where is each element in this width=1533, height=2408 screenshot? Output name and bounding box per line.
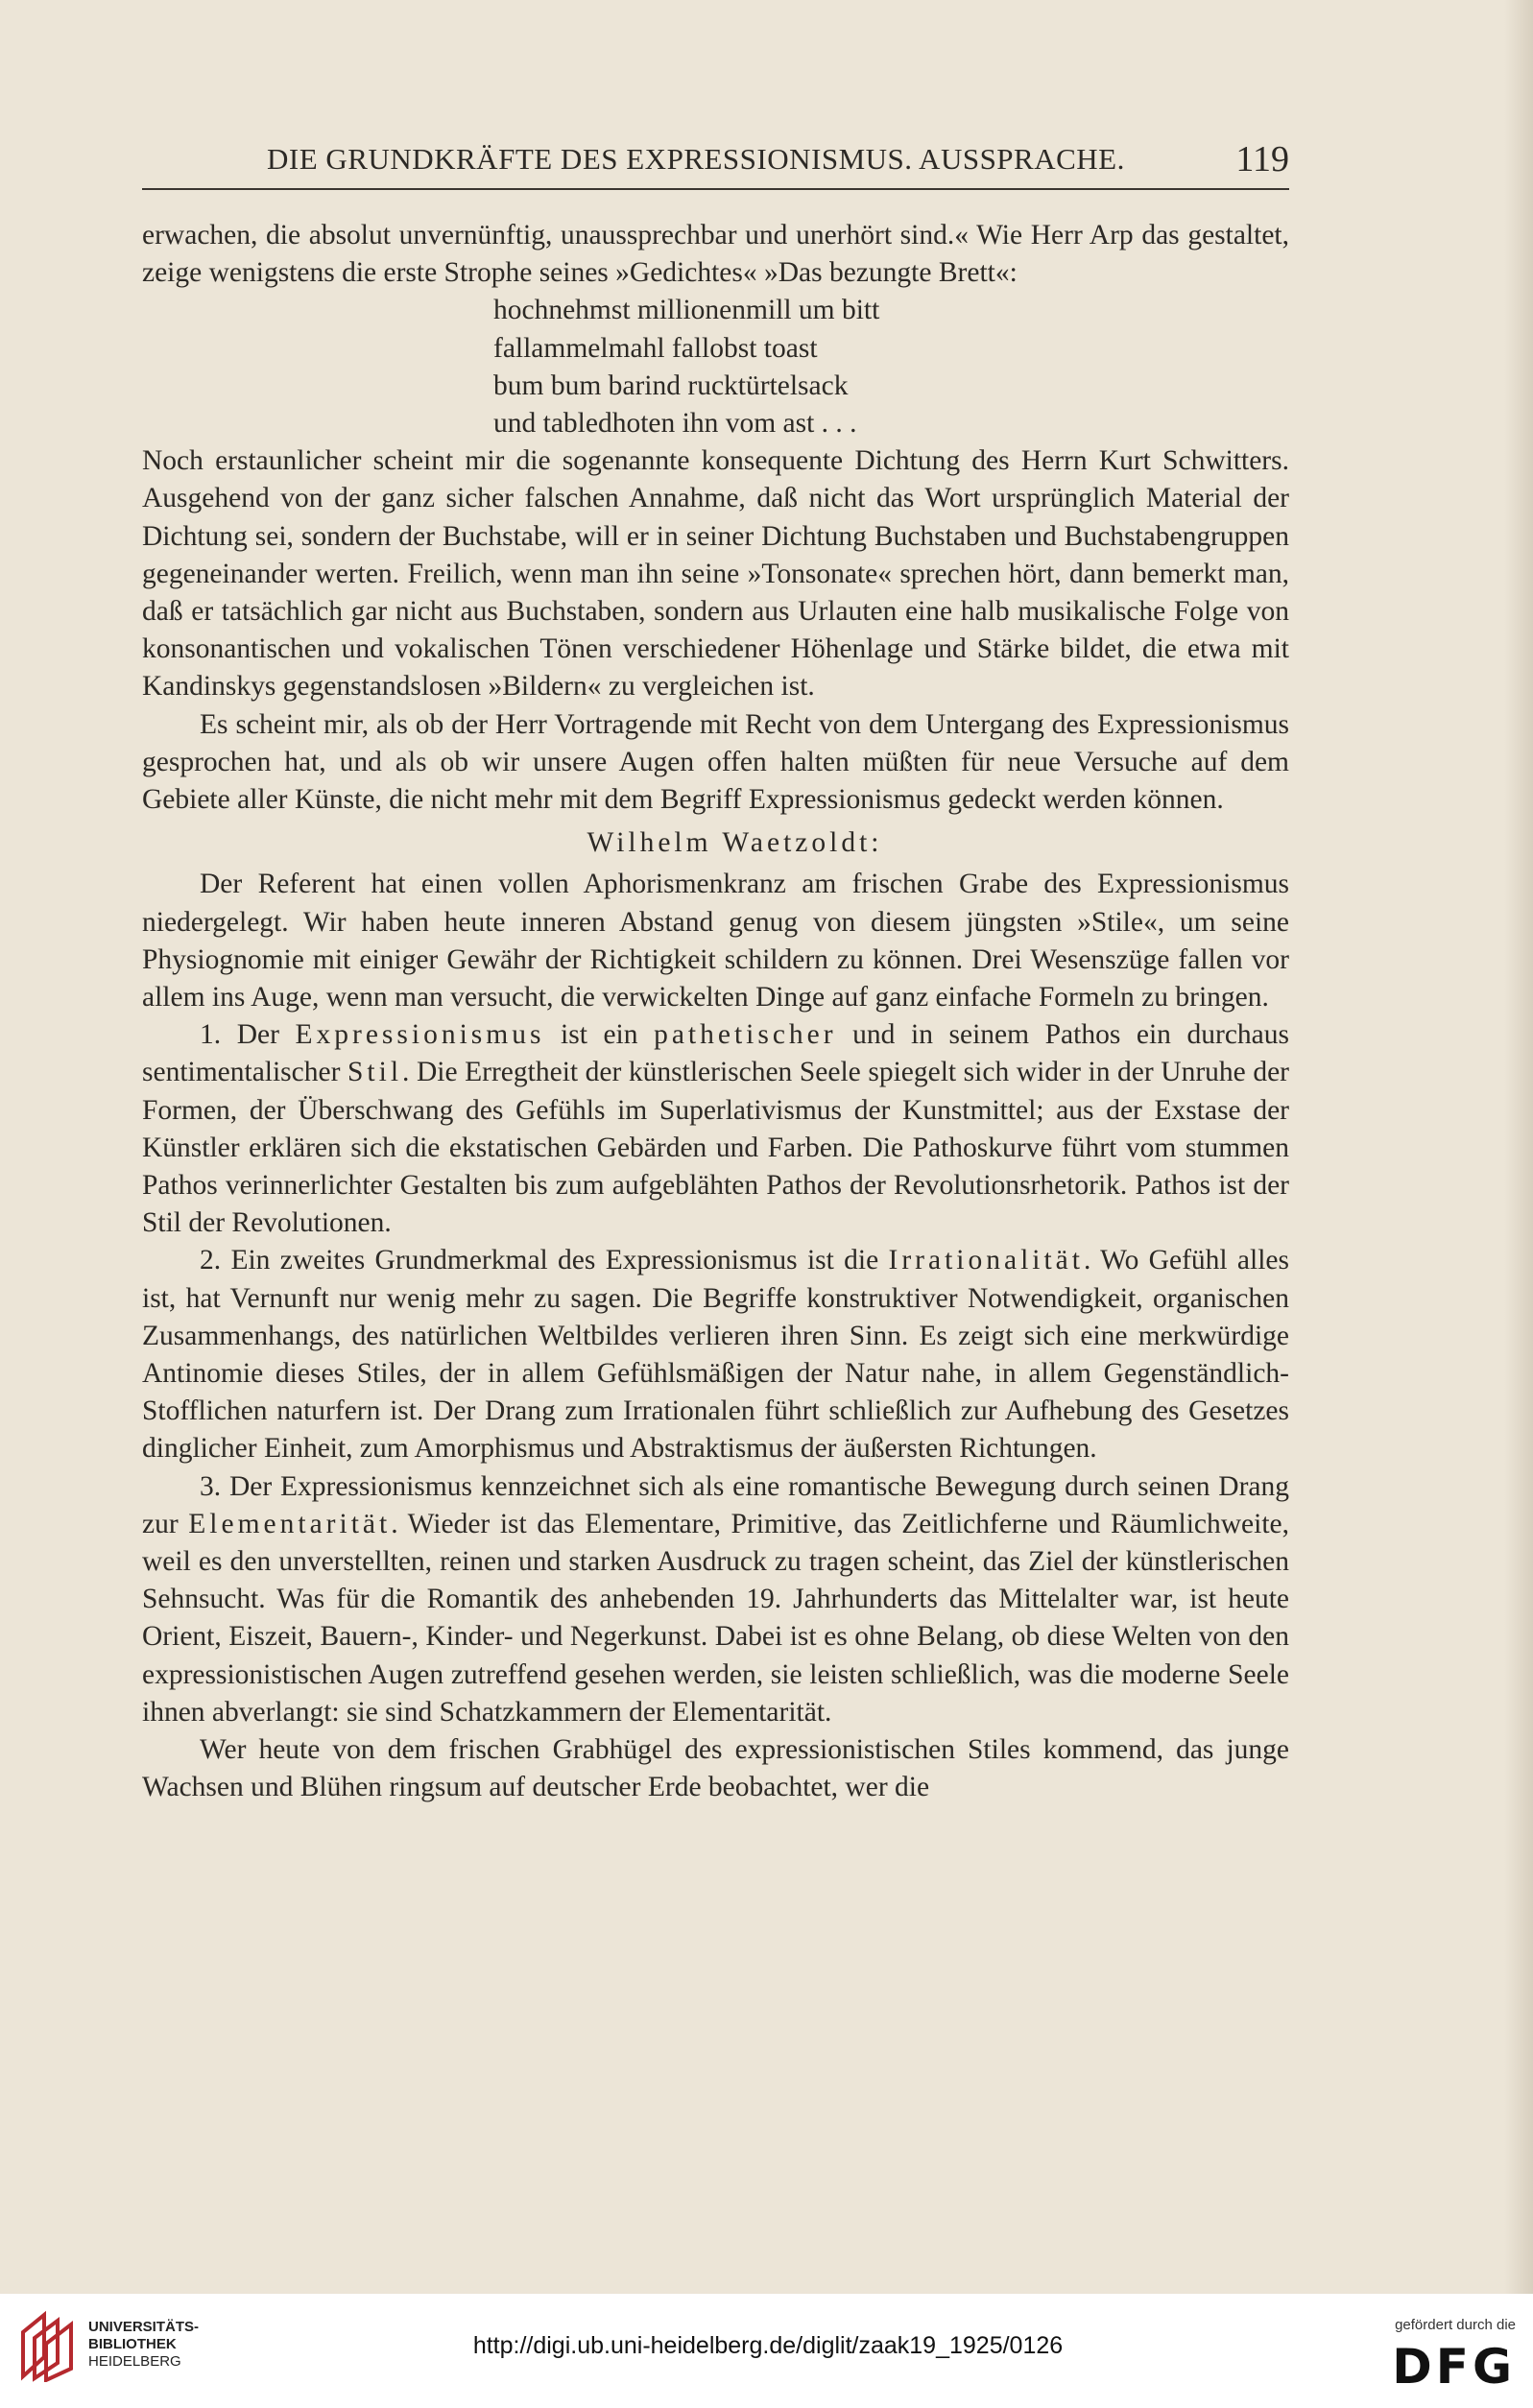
spaced-emphasis: Irrationalität [888,1245,1084,1276]
paragraph: Wer heute von dem frischen Grabhügel des expressionistischen Stiles kommend, das junge Wachsen und Blühen ringsum auf deutscher Erde beobachtet, wer die [142,1734,1289,1803]
paragraph: Noch erstaunlicher scheint mir die sogenannte konsequente Dichtung des Herrn Kurt Schwitters. Ausgehend von der ganz sicher falschen Annahme, daß nicht das Wort ursprünglich Material der Dichtung sei, sondern der Buchstabe, will er in seiner Dichtung Buchstaben und Buchstabengruppen gegeneinander werten. Freilich, wenn man ihn seine »Tonsonate« sprechen hört, dann bemerkt man, daß er tatsächlich gar nicht aus Buchstaben, sondern aus Urlauten eine halb musikalische Folge von konsonantischen und vokalischen Tönen verschiedener Höhenlage und Stärke bildet, die etwa mit Kandinskys gegenstandslosen »Bildern« zu vergleichen ist. [142,445,1289,703]
library-logo-icon [17,2309,77,2382]
dfg-logo: DFG [1392,2339,1516,2395]
text-run: . Die Erregtheit der künstlerischen Seele spiegelt sich wider in der Unruhe der Formen, der Überschwang des Gefühls im Superlativismus der Kunstmittel; aus der Exstase der Künstler erklären sich die ekstatischen Gebärden und Farben. Die Pathoskurve führt vom stummen Pathos verinnerlichter Gestalten bis zum aufgeblähten Pathos der Revolutionsrhetorik. Pathos ist der Stil der Revolutionen. [142,1057,1289,1239]
paragraph: Es scheint mir, als ob der Herr Vortragende mit Recht von dem Untergang des Expressionismus gesprochen hat, und als ob wir unsere Augen offen halten müßten für neue Versuche auf dem Gebiete aller Künste, die nicht mehr mit dem Begriff Expressionismus gedeckt werden können. [142,708,1289,815]
spaced-emphasis: Elementarität [188,1508,392,1539]
speaker-heading: Wilhelm Waetzoldt: [587,827,883,859]
text-run: 2. Ein zweites Grundmerkmal des Expressionismus ist die [200,1245,889,1276]
paragraph-point-3 [142,1468,1289,1731]
text-run: ist ein [544,1019,655,1051]
citation-url[interactable]: http://digi.ub.uni-heidelberg.de/diglit/zaak19_1925/0126 [472,2332,1064,2359]
running-header [142,134,1289,190]
paragraph: erwachen, die absolut unvernünftig, unaussprechbar und unerhört sind.« Wie Herr Arp das gestaltet, zeige wenigstens die erste Strophe seines »Gedichtes« »Das bezungte Brett«: [142,220,1289,289]
text-run: . Wo Gefühl alles ist, hat Vernunft nur wenig mehr zu sagen. Die Begriffe konstruktiver Notwendigkeit, organischen Zusammenhangs, des natürlichen Weltbildes verlieren ihren Sinn. Es zeigt sich eine merkwürdige Antinomie dieses Stiles, der in allem Gefühlsmäßigen der Natur nahe, in allem Gegenständlich-Stofflichen naturfern ist. Der Drang zum Irrationalen führt schließlich zur Aufhebung des Gesetzes dinglicher Einheit, zum Amorphismus und Abstraktismus der äußersten Richtungen. [142,1245,1289,1465]
library-name-line: UNIVERSITÄTS- [88,2319,200,2335]
body-text [142,217,1289,1806]
paragraph-point-1 [142,1016,1289,1242]
funded-by-label: gefördert durch die [1395,2317,1516,2333]
spaced-emphasis: Expressionismus [295,1019,545,1051]
poem-line: bum bum barind rucktürtelsack [493,370,849,401]
poem-line: fallammelmahl fallobst toast [493,332,818,364]
library-name-line: HEIDELBERG [88,2353,181,2370]
text-run: 3. Der Expressionismus kennzeichnet sich als eine romantische Bewegung durch seinen Drang zur [142,1470,1289,1539]
library-name [88,2319,199,2371]
spaced-emphasis: pathetischer [654,1019,837,1051]
library-name-line: BIBLIOTHEK [88,2336,177,2352]
text-run: 1. Der [200,1019,296,1051]
paragraph: Der Referent hat einen vollen Aphorismenkranz am frischen Grabe des Expressionismus niedergelegt. Wir haben heute inneren Abstand genug von diesem jüngsten »Stile«, um seine Physiognomie mit einiger Gewähr der Richtigkeit schildern zu können. Drei Wesenszüge fallen vor allem ins Auge, wenn man versucht, die verwickelten Dinge auf ganz einfache Formeln zu bringen. [142,869,1289,1013]
footer-bar [0,2294,1533,2408]
text-run: . Wieder ist das Elementare, Primitive, das Zeitlichferne und Räumlichweite, weil es den unverstellten, reinen und starken Ausdruck zu tragen scheint, das Ziel der künstlerischen Sehnsucht. Was für die Romantik des anhebenden 19. Jahrhunderts das Mittelalter war, ist heute Orient, Eiszeit, Bauern-, Kinder- und Negerkunst. Dabei ist es ohne Belang, ob diese Welten von den expressionistischen Augen zutreffend gesehen werden, sie leisten schließlich, was die moderne Seele ihnen abverlangt: sie sind Schatzkammern der Elementarität. [142,1508,1289,1728]
page-edge-shadow [1504,0,1533,2294]
poem-stanza [142,292,1289,442]
spaced-emphasis: Stil [347,1057,403,1088]
paragraph-point-2 [142,1242,1289,1467]
page-number: 119 [1235,139,1289,179]
running-title: DIE GRUNDKRÄFTE DES EXPRESSIONISMUS. AUSSPRACHE. [267,142,1125,176]
poem-line: hochnehmst millionenmill um bitt [493,295,880,326]
poem-line: und tabledhoten ihn vom ast . . . [493,407,857,439]
text-run: und in seinem Pathos ein durchaus sentimentalischer [142,1019,1289,1088]
